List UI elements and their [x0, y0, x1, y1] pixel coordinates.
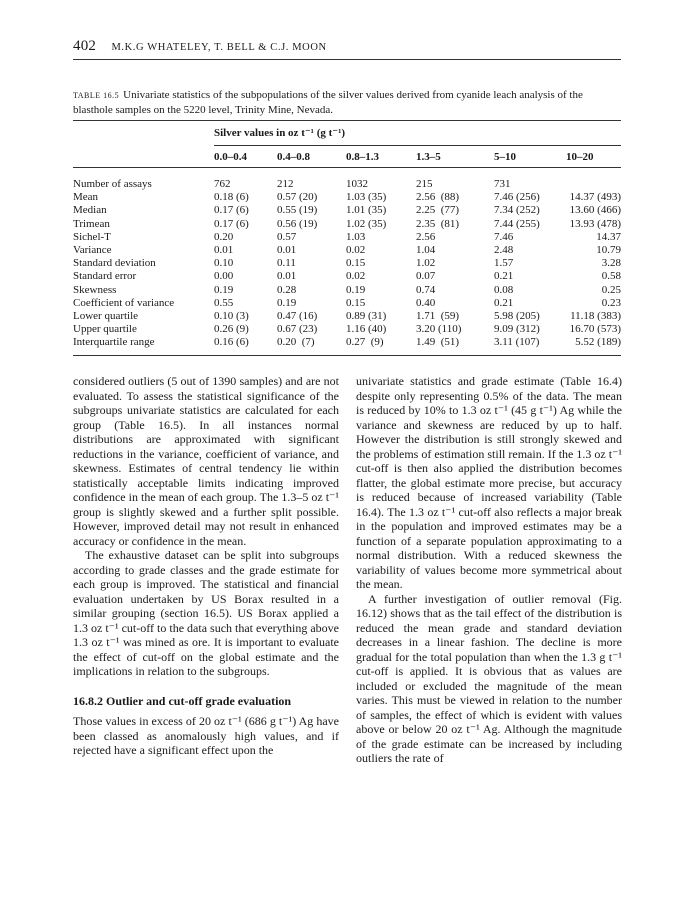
table-cell: 0.20 — [214, 230, 234, 243]
paragraph: Those values in excess of 20 oz t⁻¹ (686 g t⁻¹) Ag have been classed as anomalously high values, and if rejected have a significant effect upon the — [73, 714, 339, 757]
table-cell: 14.37 (493) — [569, 191, 621, 204]
table-cell: 0.55 (19) — [277, 204, 318, 217]
table-row-label: Interquartile range — [73, 336, 155, 349]
column-header: 5–10 — [494, 151, 516, 163]
table-cell: 1.71 (59) — [416, 310, 460, 322]
table-row-label: Skewness — [73, 283, 117, 296]
table-cell: 0.58 — [601, 270, 621, 283]
table-row-label: Number of assays — [73, 178, 152, 190]
table-cell: 0.74 — [416, 283, 436, 296]
column-header: 0.0–0.4 — [214, 151, 247, 163]
table-row-label: Mean — [73, 191, 99, 204]
table-cell: 0.57 — [277, 230, 297, 243]
section-heading: 16.8.2 Outlier and cut-off grade evaluation — [73, 693, 292, 708]
paragraph: considered outliers (5 out of 1390 samples) and are not evaluated. To assess the statistical significance of the subgroups univariate statistics are calculated for each group (Table 16.5). In all instances normal distributions are approximated with significant reductions in the variance, coefficient of variance, and skewness. Estimates of central tendency lie within statistically acceptable limits indicating improved confidence in the mean of each group. The 1.3–5 oz t⁻¹ group is slightly skewed and a further split possible. However, improved detail may not result in enhanced accuracy or confidence in the mean. — [73, 374, 339, 548]
table-caption — [73, 88, 621, 117]
table-cell: 0.57 (20) — [277, 191, 318, 204]
table-cell: 1.04 — [416, 244, 436, 256]
header-rule — [73, 59, 621, 60]
table-cell: 3.28 — [601, 257, 621, 270]
table-cell: 1.57 — [494, 257, 514, 270]
table-cell: 0.10 (3) — [214, 310, 249, 322]
table-cell: 5.98 (205) — [494, 310, 540, 322]
running-head-authors: M.K.G WHATELEY, T. BELL & C.J. MOON — [111, 42, 327, 53]
table-cell: 0.20 (7) — [277, 336, 315, 349]
table-cell: 0.19 — [277, 296, 297, 309]
table-cell: 0.15 — [346, 296, 366, 309]
table-cell: 0.02 — [346, 270, 366, 283]
table-cell: 0.40 — [416, 296, 436, 309]
table-cell: 215 — [416, 178, 433, 190]
table-cell: 0.15 — [346, 257, 366, 270]
table-cell: 2.25 (77) — [416, 204, 460, 217]
table-cell: 0.21 — [494, 270, 514, 283]
paragraph: A further investigation of outlier removal (Fig. 16.12) shows that as the tail effect of the distribution is reduced the mean grade and standard deviation decreases in a linear fashion. The decline is more gradual for the total population than when the 1.3 g t⁻¹ cut-off is applied. It is obvious that as values are included or excluded the magnitude of the mean varies. This must be viewed in relation to the number of samples, the effect of which is evident with values above or below 20 oz t⁻¹ Ag. Although the magnitude of the grade estimate can be increased by including outliers the rate of — [356, 591, 622, 765]
table-cell: 3.11 (107) — [494, 336, 540, 349]
table-cell: 5.52 (189) — [575, 336, 621, 349]
table-cell: 762 — [214, 178, 231, 190]
table-cell: 0.25 — [601, 283, 621, 296]
table-caption-text: Univariate statistics of the subpopulations of the silver values derived from cyanide leach analysis of the blasthole samples on the 5220 level, Trinity Mine, Nevada. — [73, 89, 583, 116]
table-cell: 0.18 (6) — [214, 191, 249, 204]
table-cell: 14.37 — [596, 230, 621, 243]
table-row-label: Lower quartile — [73, 310, 139, 322]
table-cell: 0.19 — [214, 283, 234, 296]
table-cell: 7.44 (255) — [494, 217, 540, 230]
table-cell: 0.47 (16) — [277, 310, 318, 322]
table-row-label: Variance — [73, 244, 112, 256]
column-header: 0.8–1.3 — [346, 151, 379, 163]
column-header: 0.4–0.8 — [277, 151, 310, 163]
table-cell: 0.00 — [214, 270, 234, 283]
table-cell: 0.27 (9) — [346, 336, 384, 349]
page-number: 402 — [73, 38, 97, 54]
table-cell: 7.46 — [494, 230, 514, 243]
table-row-label: Median — [73, 204, 107, 217]
table-cell: 1.03 — [346, 230, 366, 243]
table-cell: 2.48 — [494, 244, 514, 256]
table-cell: 13.60 (466) — [569, 204, 621, 217]
table-cell: 9.09 (312) — [494, 323, 540, 336]
table-cell: 0.07 — [416, 270, 436, 283]
table-cell: 10.79 — [596, 244, 621, 256]
table-top-rule — [73, 120, 621, 121]
table-cell: 0.55 — [214, 296, 234, 309]
table-cell: 1.03 (35) — [346, 191, 387, 204]
table-cell: 0.08 — [494, 283, 514, 296]
table-cell: 3.20 (110) — [416, 323, 462, 336]
table-row-label: Upper quartile — [73, 323, 137, 336]
paragraph: univariate statistics and grade estimate (Table 16.4) despite only representing 0.5% of the data. The mean is reduced by 10% to 1.3 oz t⁻¹ (45 g t⁻¹) Ag while the variance and skewness are reduced by up to half. However the distribution is still strongly skewed and the problems of estimation still remain. If the 1.3 oz t⁻¹ cut-off is then also applied the distribution becomes flatter, the global estimate more precise, but accuracy is reduced because of increased variability (Table 16.4). The 1.3 oz t⁻¹ cut-off also reflects a major break in the population and improved estimates may be a function of a separate population approximating to a normal distribution. With a reduced skewness the variability of values become more symmetrical about the mean. — [356, 374, 622, 591]
table-cell: 2.35 (81) — [416, 217, 460, 230]
table-label: TABLE 16.5 — [73, 91, 120, 100]
table-row-label: Standard error — [73, 270, 137, 283]
table-bottom-rule — [73, 355, 621, 356]
table-row-label: Standard deviation — [73, 257, 156, 270]
table-cell: 1.16 (40) — [346, 323, 387, 336]
table-row-label: Trimean — [73, 217, 110, 230]
table-cell: 0.28 — [277, 283, 297, 296]
table-cell: 731 — [494, 178, 511, 190]
table-header-rule — [73, 167, 621, 168]
table-cell: 1032 — [346, 178, 368, 190]
table-cell: 0.10 — [214, 257, 234, 270]
table-cell: 0.01 — [277, 270, 297, 283]
table-cell: 1.01 (35) — [346, 204, 387, 217]
table-cell: 0.16 (6) — [214, 336, 249, 349]
table-cell: 0.56 (19) — [277, 217, 318, 230]
table-cell: 0.67 (23) — [277, 323, 318, 336]
column-header: 10–20 — [566, 151, 594, 163]
table-cell: 11.18 (383) — [570, 310, 621, 322]
table-cell: 0.89 (31) — [346, 310, 387, 322]
table-cell: 0.26 (9) — [214, 323, 249, 336]
paragraph: The exhaustive dataset can be split into subgroups according to grade classes and the grade estimate for each group is improved. The statistical and financial evaluation undertaken by US Borax resulted in a similar grouping (section 16.5). US Borax applied a 1.3 oz t⁻¹ cut-off to the data such that everything above 1.3 oz t⁻¹ was mined as ore. It is important to evaluate the effect of cut-off on the global estimate and the implications in relation to the subgroups. — [73, 548, 339, 678]
table-cell: 13.93 (478) — [569, 217, 621, 230]
table-row-label: Sichel-T — [73, 230, 111, 243]
table-cell: 2.56 — [416, 230, 436, 243]
table-cell: 1.02 (35) — [346, 217, 387, 230]
column-header: 1.3–5 — [416, 151, 441, 163]
table-cell: 0.23 — [601, 296, 621, 309]
table-cell: 0.01 — [277, 244, 297, 256]
table-group-rule — [214, 145, 621, 146]
table-cell: 1.49 (51) — [416, 336, 460, 349]
table-cell: 0.21 — [494, 296, 514, 309]
table-cell: 0.19 — [346, 283, 366, 296]
table-cell: 0.11 — [277, 257, 296, 270]
table-cell: 0.17 (6) — [214, 217, 249, 230]
running-head — [73, 38, 633, 58]
table-cell: 0.01 — [214, 244, 234, 256]
table-cell: 1.02 — [416, 257, 436, 270]
table-group-header: Silver values in oz t⁻¹ (g t⁻¹) — [214, 127, 346, 139]
body-column-right — [356, 374, 622, 766]
table-cell: 0.17 (6) — [214, 204, 249, 217]
table-cell: 212 — [277, 178, 294, 190]
table-cell: 7.46 (256) — [494, 191, 540, 204]
table-cell: 2.56 (88) — [416, 191, 460, 204]
table-cell: 7.34 (252) — [494, 204, 540, 217]
table-row-label: Coefficient of variance — [73, 296, 175, 309]
table-cell: 16.70 (573) — [569, 323, 621, 336]
table-cell: 0.02 — [346, 244, 366, 256]
body-column-left — [73, 374, 339, 758]
